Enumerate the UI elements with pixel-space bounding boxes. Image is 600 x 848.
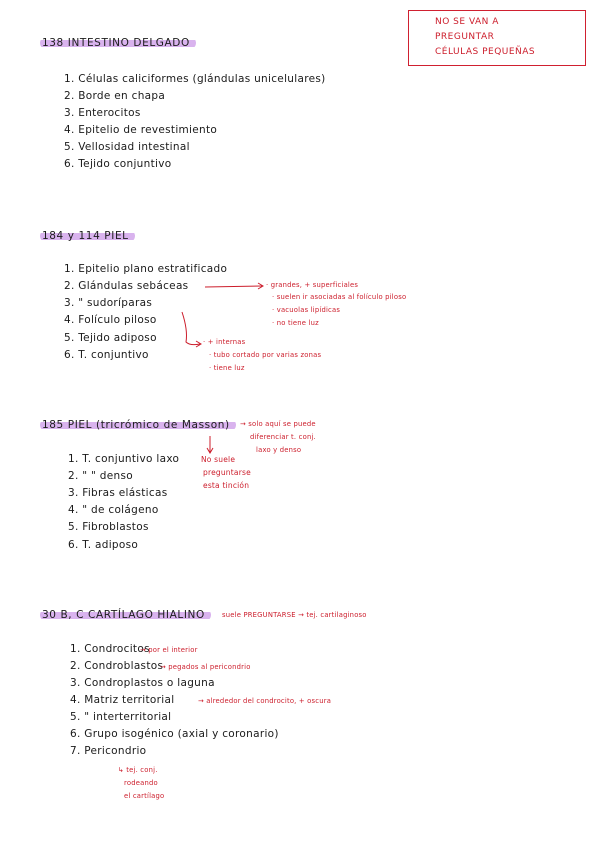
list-item: 6. Grupo isogénico (axial y coronario) bbox=[70, 728, 279, 740]
list-item: 4. Matriz territorial bbox=[70, 694, 175, 706]
note-sudoriparas: · + internas bbox=[203, 338, 246, 346]
note-tincion: preguntarse bbox=[203, 468, 251, 477]
note-cartilago: suele PREGUNTARSE → tej. cartilaginoso bbox=[222, 611, 367, 619]
note-condrocitos: → por el interior bbox=[140, 646, 198, 654]
note-pericondrio: ↳ tej. conj. bbox=[118, 766, 158, 774]
note-line: PREGUNTAR bbox=[435, 32, 495, 42]
list-item: 4. " de colágeno bbox=[68, 504, 159, 516]
list-item: 5. " interterritorial bbox=[70, 711, 172, 723]
list-item: 5. Tejido adiposo bbox=[64, 332, 157, 344]
note-condroblastos: → pegados al pericondrio bbox=[160, 663, 251, 671]
list-item: 5. Vellosidad intestinal bbox=[64, 141, 190, 153]
list-item: 3. Condroplastos o laguna bbox=[70, 677, 215, 689]
list-item: 3. Enterocitos bbox=[64, 107, 141, 119]
list-item: 6. T. adiposo bbox=[68, 539, 139, 551]
note-sebaceas: · grandes, + superficiales bbox=[266, 281, 359, 289]
section-title-cartilago: 30 B, C CARTÍLAGO HIALINO bbox=[40, 609, 211, 621]
note-masson: diferenciar t. conj. bbox=[250, 433, 316, 441]
list-item: 4. Epitelio de revestimiento bbox=[64, 124, 218, 136]
list-item: 1. Condrocitos bbox=[70, 643, 150, 655]
note-line: NO SE VAN A bbox=[435, 17, 499, 27]
note-sebaceas: · vacuolas lipídicas bbox=[272, 306, 341, 314]
note-masson: laxo y denso bbox=[256, 446, 302, 454]
note-line: CÉLULAS PEQUEÑAS bbox=[435, 47, 536, 57]
list-item: 2. Condroblastos bbox=[70, 660, 164, 672]
list-item: 7. Pericondrio bbox=[70, 745, 147, 757]
note-tincion: esta tinción bbox=[203, 481, 250, 490]
section-title-intestino: 138 INTESTINO DELGADO bbox=[40, 37, 196, 49]
section-title-piel: 184 y 114 PIEL bbox=[40, 230, 135, 242]
list-item: 1. Epitelio plano estratificado bbox=[64, 263, 228, 275]
list-item: 2. " " denso bbox=[68, 470, 133, 482]
note-masson: → solo aquí se puede bbox=[240, 420, 316, 428]
list-item: 6. Tejido conjuntivo bbox=[64, 158, 172, 170]
list-item: 2. Glándulas sebáceas bbox=[64, 280, 189, 292]
list-item: 1. Células caliciformes (glándulas unicelulares) bbox=[64, 73, 326, 85]
section-title-piel-masson: 185 PIEL (tricrómico de Masson) bbox=[40, 419, 236, 431]
note-sebaceas: · no tiene luz bbox=[272, 319, 319, 327]
list-item: 1. T. conjuntivo laxo bbox=[68, 453, 180, 465]
list-item: 4. Folículo piloso bbox=[64, 314, 157, 326]
note-sudoriparas: · tiene luz bbox=[209, 364, 245, 372]
note-sudoriparas: · tubo cortado por varias zonas bbox=[209, 351, 322, 359]
list-item: 5. Fibroblastos bbox=[68, 521, 149, 533]
list-item: 3. " sudoríparas bbox=[64, 297, 153, 309]
note-sebaceas: · suelen ir asociadas al folículo piloso bbox=[272, 293, 407, 301]
list-item: 2. Borde en chapa bbox=[64, 90, 166, 102]
note-pericondrio: rodeando bbox=[124, 779, 158, 787]
note-matriz: → alrededor del condrocito, + oscura bbox=[198, 697, 332, 705]
note-pericondrio: el cartílago bbox=[124, 792, 165, 800]
list-item: 6. T. conjuntivo bbox=[64, 349, 149, 361]
list-item: 3. Fibras elásticas bbox=[68, 487, 168, 499]
note-tincion: No suele bbox=[201, 455, 236, 464]
